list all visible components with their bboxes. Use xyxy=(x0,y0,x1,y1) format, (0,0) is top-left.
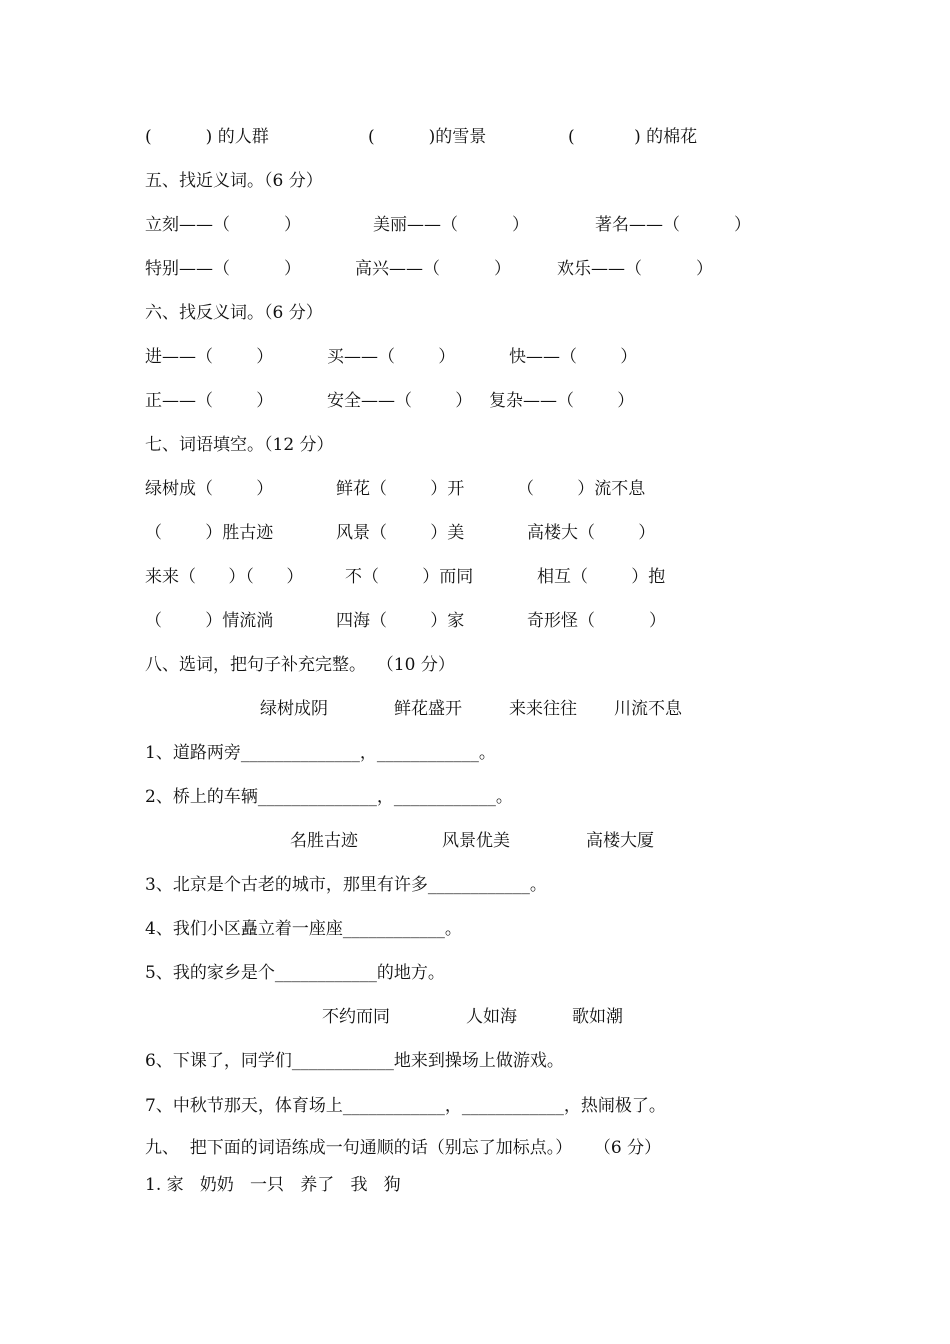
sentence-item: 1. 家 奶奶 一只 养了 我 狗 xyxy=(145,1175,401,1195)
word-choice: 绿树成阴 xyxy=(260,699,328,719)
antonym-item: 复杂——（ ） xyxy=(489,391,635,411)
section-6-title: 六、找反义词。（6 分） xyxy=(145,303,323,323)
fill-item: 风景（ ）美 xyxy=(336,523,465,543)
section-8-title: 八、选词，把句子补充完整。 （10 分） xyxy=(145,655,455,675)
sentence-item: 4、我们小区矗立着一座座____________。 xyxy=(145,919,462,939)
fill-item: （ ）情流淌 xyxy=(145,611,274,631)
sentence-item: 7、中秋节那天，体育场上____________，____________，热闹极了。 xyxy=(145,1096,666,1116)
sentence-item: 5、我的家乡是个____________的地方。 xyxy=(145,963,445,983)
synonym-item: 高兴——（ ） xyxy=(355,259,512,279)
word-choice: 人如海 xyxy=(466,1007,517,1027)
fill-item: 相互（ ）抱 xyxy=(537,567,666,587)
antonym-item: 买——（ ） xyxy=(327,347,456,367)
word-choice: 来来往往 xyxy=(509,699,577,719)
word-choice: 名胜古迹 xyxy=(290,831,358,851)
blank-snow: ( )的雪景 xyxy=(368,127,487,147)
blank-crowd: ( ) 的人群 xyxy=(145,127,269,147)
antonym-item: 进——（ ） xyxy=(145,347,274,367)
fill-item: 奇形怪（ ） xyxy=(527,611,667,631)
word-choice: 鲜花盛开 xyxy=(394,699,462,719)
word-choice: 川流不息 xyxy=(614,699,682,719)
word-choice: 不约而同 xyxy=(322,1007,390,1027)
fill-item: 鲜花（ ）开 xyxy=(336,479,465,499)
synonym-item: 美丽——（ ） xyxy=(373,215,530,235)
sentence-item: 3、北京是个古老的城市，那里有许多____________。 xyxy=(145,875,547,895)
section-5-title: 五、找近义词。（6 分） xyxy=(145,171,323,191)
antonym-item: 正——（ ） xyxy=(145,391,274,411)
section-9-title: 九、 把下面的词语练成一句通顺的话（别忘了加标点。） （6 分） xyxy=(145,1138,662,1158)
sentence-item: 2、桥上的车辆______________，____________。 xyxy=(145,787,513,807)
synonym-item: 欢乐——（ ） xyxy=(557,259,714,279)
antonym-item: 快——（ ） xyxy=(509,347,638,367)
sentence-item: 1、道路两旁______________，____________。 xyxy=(145,743,496,763)
sentence-item: 6、下课了，同学们____________地来到操场上做游戏。 xyxy=(145,1051,564,1071)
fill-item: 绿树成（ ） xyxy=(145,479,274,499)
section-7-title: 七、词语填空。（12 分） xyxy=(145,435,334,455)
synonym-item: 立刻——（ ） xyxy=(145,215,302,235)
word-choice: 歌如潮 xyxy=(572,1007,623,1027)
fill-item: 不（ ）而同 xyxy=(345,567,474,587)
synonym-item: 特别——（ ） xyxy=(145,259,302,279)
blank-cotton: ( ) 的棉花 xyxy=(568,127,698,147)
synonym-item: 著名——（ ） xyxy=(595,215,752,235)
fill-item: 来来（ ）（ ） xyxy=(145,567,304,587)
fill-item: （ ）胜古迹 xyxy=(145,523,274,543)
antonym-item: 安全——（ ） xyxy=(327,391,473,411)
word-choice: 风景优美 xyxy=(442,831,510,851)
fill-item: 四海（ ）家 xyxy=(336,611,465,631)
fill-item: （ ）流不息 xyxy=(517,479,646,499)
fill-item: 高楼大（ ） xyxy=(527,523,656,543)
word-choice: 高楼大厦 xyxy=(586,831,654,851)
